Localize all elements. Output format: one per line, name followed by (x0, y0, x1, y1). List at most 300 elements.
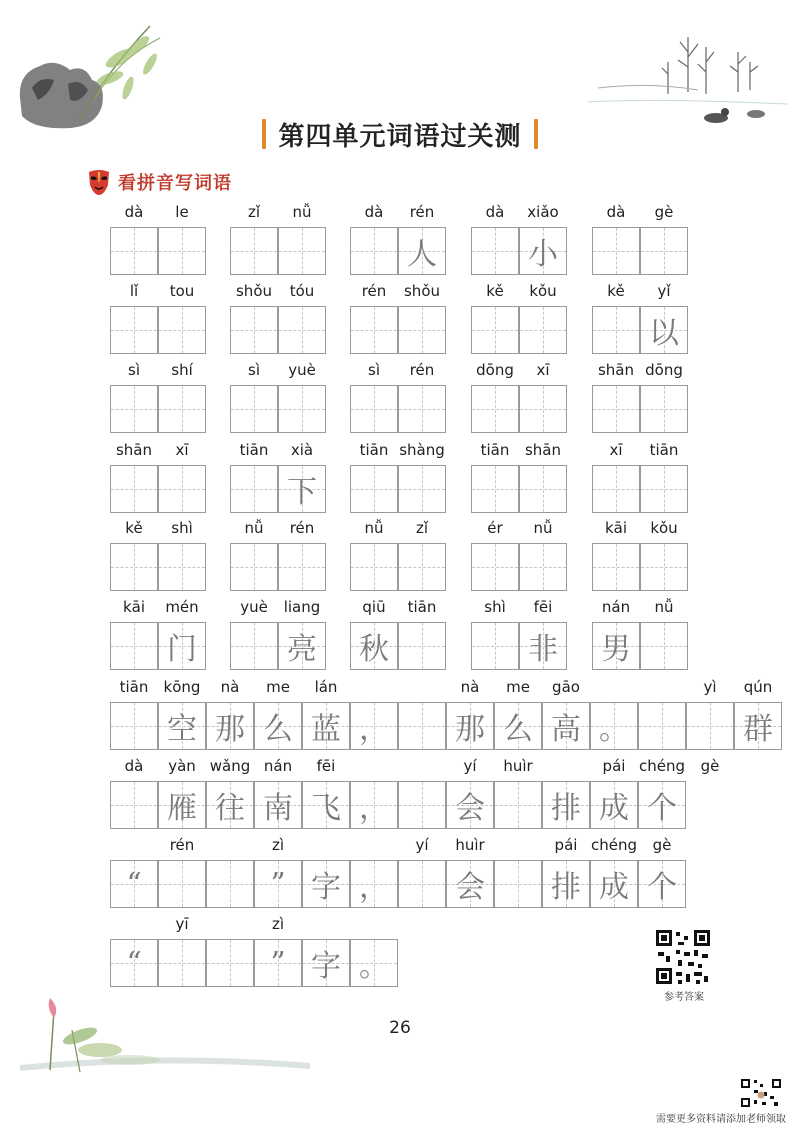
cell-character (111, 544, 157, 590)
cell-character: 成 (599, 791, 629, 826)
pinyin-label: fēi (316, 757, 336, 775)
pinyin-label: gè (652, 836, 672, 854)
footer-qr-code (740, 1078, 782, 1108)
tianzige-cell[interactable] (110, 385, 158, 433)
pinyin-label: huìr (455, 836, 485, 854)
cell-character (159, 466, 205, 512)
pinyin-label: tiān (407, 598, 437, 616)
tianzige-cell[interactable] (519, 543, 567, 591)
pinyin-label: chéng (590, 836, 638, 854)
cell-character: 。 (359, 949, 389, 984)
cell-character (641, 228, 687, 274)
pinyin-label: zǐ (415, 519, 429, 537)
cell-character: 男 (601, 632, 631, 667)
cell-character: 么 (503, 712, 533, 747)
cell-character (593, 466, 639, 512)
cell-character (231, 307, 277, 353)
cell-character (472, 386, 518, 432)
cell-character (495, 861, 541, 907)
tianzige-cell[interactable] (206, 702, 254, 750)
cell-character: 门 (167, 632, 197, 667)
cell-character: 空 (167, 712, 197, 747)
cell-character: 小 (528, 237, 558, 272)
cell-character (399, 703, 445, 749)
section-header (86, 166, 232, 198)
tianzige-cell[interactable] (494, 860, 542, 908)
pinyin-label: yì (703, 678, 717, 696)
cell-character: 那 (455, 712, 485, 747)
pinyin-label: gè (654, 203, 674, 221)
tianzige-cell[interactable] (519, 465, 567, 513)
tianzige-cell[interactable] (158, 781, 206, 829)
pinyin-label: nǚ (533, 519, 553, 537)
pinyin-label: lán (314, 678, 338, 696)
tianzige-cell[interactable] (254, 860, 302, 908)
cell-character (593, 307, 639, 353)
tianzige-cell[interactable] (158, 227, 206, 275)
pinyin-label: mén (165, 598, 199, 616)
cell-character (641, 623, 687, 669)
tianzige-cell[interactable] (302, 860, 350, 908)
cell-character: 字 (311, 870, 341, 905)
cell-character (472, 466, 518, 512)
pinyin-label: lǐ (129, 282, 139, 300)
pinyin-label: nán (601, 598, 631, 616)
cell-character (279, 307, 325, 353)
tianzige-cell[interactable] (542, 781, 590, 829)
cell-character: 会 (455, 791, 485, 826)
tianzige-cell[interactable] (542, 702, 590, 750)
cell-character (639, 703, 685, 749)
pinyin-label: shān (115, 441, 153, 459)
cell-character (159, 386, 205, 432)
cell-character: ” (270, 945, 286, 981)
tianzige-cell[interactable] (592, 543, 640, 591)
pinyin-label: rén (169, 836, 195, 854)
pinyin-label: nà (460, 678, 480, 696)
cell-character: 南 (263, 791, 293, 826)
cell-character: 蓝 (311, 712, 341, 747)
tianzige-cell[interactable] (471, 543, 519, 591)
pinyin-label: shàng (399, 441, 445, 459)
tianzige-cell[interactable] (350, 227, 398, 275)
pinyin-label: yuè (288, 361, 316, 379)
tianzige-cell[interactable] (471, 465, 519, 513)
pinyin-label: me (266, 678, 290, 696)
pinyin-label: dà (364, 203, 384, 221)
cell-character: 。 (599, 712, 629, 747)
tianzige-cell[interactable] (230, 385, 278, 433)
cell-character (111, 386, 157, 432)
cell-character (159, 307, 205, 353)
pinyin-label: nǚ (654, 598, 674, 616)
tianzige-cell[interactable] (592, 465, 640, 513)
tianzige-cell[interactable] (519, 227, 567, 275)
tianzige-cell[interactable] (230, 465, 278, 513)
cell-character: 字 (311, 949, 341, 984)
tianzige-cell[interactable] (350, 860, 398, 908)
tianzige-cell[interactable] (158, 622, 206, 670)
pinyin-label: fēi (533, 598, 553, 616)
cell-character (111, 782, 157, 828)
pinyin-label: xī (536, 361, 550, 379)
pinyin-label: yī (175, 915, 189, 933)
pinyin-label: shì (171, 519, 193, 537)
cell-character (399, 466, 445, 512)
tianzige-cell[interactable] (592, 306, 640, 354)
pinyin-label: tiān (119, 678, 149, 696)
pinyin-label: kě (125, 519, 143, 537)
tianzige-cell[interactable] (350, 543, 398, 591)
pinyin-label: rén (409, 361, 435, 379)
cell-character (472, 623, 518, 669)
cell-character (111, 466, 157, 512)
tianzige-cell[interactable] (638, 860, 686, 908)
pinyin-label: huìr (503, 757, 533, 775)
pinyin-label: dà (124, 203, 144, 221)
cell-character: 成 (599, 870, 629, 905)
pinyin-label: xiǎo (527, 203, 559, 221)
cell-character (159, 228, 205, 274)
pinyin-label: dà (485, 203, 505, 221)
tianzige-cell[interactable] (350, 622, 398, 670)
pinyin-label: dōng (645, 361, 683, 379)
pinyin-label: liang (283, 598, 321, 616)
cell-character: ， (359, 791, 389, 826)
pinyin-label: dà (606, 203, 626, 221)
pinyin-label: nà (220, 678, 240, 696)
cell-character: ， (359, 712, 389, 747)
tianzige-cell[interactable] (350, 702, 398, 750)
cell-character (279, 386, 325, 432)
tianzige-cell[interactable] (110, 543, 158, 591)
pinyin-label: nǚ (364, 519, 384, 537)
page-title: 第四单元词语过关测 (278, 121, 522, 152)
tianzige-cell[interactable] (350, 306, 398, 354)
title-bar-left (262, 119, 266, 149)
cell-character: ” (270, 866, 286, 902)
tianzige-cell[interactable] (302, 702, 350, 750)
cell-character (520, 386, 566, 432)
pinyin-label: kǒu (529, 282, 557, 300)
cell-character (495, 782, 541, 828)
tianzige-cell[interactable] (278, 306, 326, 354)
tianzige-cell[interactable] (158, 306, 206, 354)
cell-character (593, 386, 639, 432)
cell-character: 雁 (167, 791, 197, 826)
cell-character (111, 623, 157, 669)
tianzige-cell[interactable] (398, 860, 446, 908)
cell-character (279, 544, 325, 590)
pinyin-label: tiān (649, 441, 679, 459)
tianzige-cell[interactable] (110, 702, 158, 750)
cell-character (641, 544, 687, 590)
pinyin-label: tou (169, 282, 195, 300)
tianzige-cell[interactable] (158, 860, 206, 908)
pinyin-label: zǐ (247, 203, 261, 221)
cell-character (593, 228, 639, 274)
cell-character (231, 228, 277, 274)
tianzige-cell[interactable] (110, 465, 158, 513)
cell-character (159, 861, 205, 907)
tianzige-cell[interactable] (494, 702, 542, 750)
pinyin-label: shǒu (235, 282, 273, 300)
title-bar-right (534, 119, 538, 149)
qr-label: 参考答案 (664, 992, 704, 1003)
tianzige-cell[interactable] (158, 939, 206, 987)
tianzige-cell[interactable] (734, 702, 782, 750)
tianzige-cell[interactable] (398, 702, 446, 750)
cell-character (593, 544, 639, 590)
tianzige-cell[interactable] (471, 622, 519, 670)
pinyin-label: nǚ (292, 203, 312, 221)
pinyin-label: kě (607, 282, 625, 300)
cell-character (472, 544, 518, 590)
tianzige-cell[interactable] (278, 385, 326, 433)
cell-character (399, 307, 445, 353)
tianzige-cell[interactable] (398, 385, 446, 433)
cell-character: 飞 (311, 791, 341, 826)
cell-character (641, 466, 687, 512)
pinyin-label: nán (263, 757, 293, 775)
tianzige-cell[interactable] (398, 465, 446, 513)
tianzige-cell[interactable] (494, 781, 542, 829)
cell-character: “ (126, 866, 142, 902)
tianzige-cell[interactable] (350, 939, 398, 987)
cell-character (472, 228, 518, 274)
tianzige-cell[interactable] (110, 306, 158, 354)
cell-character (111, 228, 157, 274)
tianzige-cell[interactable] (206, 939, 254, 987)
cell-character: 亮 (287, 632, 317, 667)
pinyin-label: yí (463, 757, 477, 775)
tianzige-cell[interactable] (686, 702, 734, 750)
cell-character: 往 (215, 791, 245, 826)
tianzige-cell[interactable] (398, 622, 446, 670)
cell-character (520, 466, 566, 512)
pinyin-label: pái (554, 836, 578, 854)
pinyin-label: yuè (240, 598, 268, 616)
rock-willow-illustration (10, 18, 180, 138)
cell-character (399, 623, 445, 669)
tianzige-cell[interactable] (638, 781, 686, 829)
pinyin-label: yàn (168, 757, 196, 775)
tianzige-cell[interactable] (398, 306, 446, 354)
tianzige-cell[interactable] (640, 543, 688, 591)
cell-character: 群 (743, 712, 773, 747)
pinyin-label: wǎng (209, 757, 251, 775)
pinyin-label: zì (271, 836, 285, 854)
cell-character: 下 (287, 475, 317, 510)
tianzige-cell[interactable] (278, 543, 326, 591)
pinyin-label: yí (415, 836, 429, 854)
tianzige-cell[interactable] (110, 781, 158, 829)
pinyin-label: zì (271, 915, 285, 933)
cell-character (399, 861, 445, 907)
tianzige-cell[interactable] (519, 306, 567, 354)
tianzige-cell[interactable] (302, 781, 350, 829)
cell-character (231, 623, 277, 669)
cell-character: 那 (215, 712, 245, 747)
pinyin-label: kǒu (650, 519, 678, 537)
cell-character: 个 (647, 870, 677, 905)
pinyin-label: shì (484, 598, 506, 616)
pinyin-label: qiū (362, 598, 386, 616)
cell-character: 人 (407, 237, 437, 272)
cell-character: 排 (551, 791, 581, 826)
tianzige-cell[interactable] (590, 781, 638, 829)
pinyin-label: yǐ (657, 282, 671, 300)
tianzige-cell[interactable] (446, 781, 494, 829)
tianzige-cell[interactable] (254, 702, 302, 750)
footer-text: 需要更多资料请添加老师领取 (656, 1114, 786, 1125)
tianzige-cell[interactable] (158, 465, 206, 513)
opera-mask-icon (86, 168, 112, 196)
cell-character: 排 (551, 870, 581, 905)
cell-character: 么 (263, 712, 293, 747)
cell-character: 个 (647, 791, 677, 826)
cell-character (159, 544, 205, 590)
tianzige-cell[interactable] (110, 939, 158, 987)
pinyin-label: nǚ (244, 519, 264, 537)
tianzige-cell[interactable] (590, 702, 638, 750)
tianzige-cell[interactable] (230, 543, 278, 591)
pinyin-label: xī (175, 441, 189, 459)
tianzige-cell[interactable] (278, 227, 326, 275)
pinyin-label: kōng (163, 678, 201, 696)
tianzige-cell[interactable] (640, 622, 688, 670)
tianzige-cell[interactable] (592, 622, 640, 670)
pinyin-label: tiān (480, 441, 510, 459)
cell-character (351, 386, 397, 432)
tianzige-cell[interactable] (206, 781, 254, 829)
tianzige-cell[interactable] (398, 781, 446, 829)
tianzige-cell[interactable] (471, 306, 519, 354)
cell-character (231, 466, 277, 512)
pinyin-label: tiān (359, 441, 389, 459)
tianzige-cell[interactable] (206, 860, 254, 908)
tianzige-cell[interactable] (278, 622, 326, 670)
pinyin-label: sì (368, 361, 380, 379)
page-number: 26 (389, 1018, 411, 1038)
pinyin-label: rén (361, 282, 387, 300)
pinyin-label: shí (171, 361, 193, 379)
cell-character (231, 544, 277, 590)
tianzige-cell[interactable] (110, 860, 158, 908)
tianzige-cell[interactable] (398, 543, 446, 591)
pinyin-label: gāo (552, 678, 580, 696)
tianzige-cell[interactable] (542, 860, 590, 908)
tianzige-cell[interactable] (254, 939, 302, 987)
pinyin-label: dà (124, 757, 144, 775)
cell-character: ， (359, 870, 389, 905)
page-title-block (240, 112, 560, 156)
tianzige-cell[interactable] (158, 543, 206, 591)
pinyin-label: pái (602, 757, 626, 775)
pinyin-label: kě (486, 282, 504, 300)
cell-character (159, 940, 205, 986)
tianzige-cell[interactable] (592, 227, 640, 275)
cell-character (399, 386, 445, 432)
tianzige-cell[interactable] (640, 306, 688, 354)
cell-character: 以 (649, 316, 679, 351)
tianzige-cell[interactable] (640, 385, 688, 433)
tianzige-cell[interactable] (230, 622, 278, 670)
pinyin-label: xī (609, 441, 623, 459)
cell-character (111, 307, 157, 353)
tianzige-cell[interactable] (158, 702, 206, 750)
cell-character: 高 (551, 712, 581, 747)
lotus-illustration (20, 990, 310, 1090)
tianzige-cell[interactable] (110, 622, 158, 670)
answer-qr-code (654, 928, 712, 986)
pinyin-label: tóu (289, 282, 315, 300)
cell-character: 秋 (359, 632, 389, 667)
tianzige-cell[interactable] (519, 622, 567, 670)
pinyin-label: chéng (638, 757, 686, 775)
tianzige-cell[interactable] (640, 227, 688, 275)
pinyin-label: le (175, 203, 189, 221)
pinyin-label: sì (248, 361, 260, 379)
pinyin-label: dōng (476, 361, 514, 379)
tianzige-cell[interactable] (158, 385, 206, 433)
tianzige-cell[interactable] (110, 227, 158, 275)
pinyin-label: xià (290, 441, 314, 459)
tianzige-cell[interactable] (230, 227, 278, 275)
tianzige-cell[interactable] (471, 385, 519, 433)
cell-character (520, 544, 566, 590)
tianzige-cell[interactable] (254, 781, 302, 829)
pinyin-label: shān (597, 361, 635, 379)
cell-character (279, 228, 325, 274)
cell-character (351, 228, 397, 274)
tianzige-cell[interactable] (350, 781, 398, 829)
pinyin-label: sì (128, 361, 140, 379)
cell-character (641, 386, 687, 432)
cell-character: 非 (528, 632, 558, 667)
tianzige-cell[interactable] (230, 306, 278, 354)
tianzige-cell[interactable] (446, 702, 494, 750)
tianzige-cell[interactable] (278, 465, 326, 513)
tianzige-cell[interactable] (302, 939, 350, 987)
cell-character (351, 307, 397, 353)
pinyin-label: me (506, 678, 530, 696)
tianzige-cell[interactable] (471, 227, 519, 275)
cell-character: “ (126, 945, 142, 981)
cell-character (472, 307, 518, 353)
cell-character (111, 703, 157, 749)
cell-character (231, 386, 277, 432)
tianzige-cell[interactable] (638, 702, 686, 750)
tianzige-cell[interactable] (446, 860, 494, 908)
pinyin-label: tiān (239, 441, 269, 459)
cell-character (399, 782, 445, 828)
pinyin-label: shǒu (403, 282, 441, 300)
tianzige-cell[interactable] (592, 385, 640, 433)
section-label: 看拼音写词语 (118, 173, 232, 194)
pinyin-label: gè (700, 757, 720, 775)
tianzige-cell[interactable] (398, 227, 446, 275)
pinyin-label: kāi (122, 598, 146, 616)
tianzige-cell[interactable] (590, 860, 638, 908)
tianzige-cell[interactable] (350, 465, 398, 513)
pinyin-label: rén (409, 203, 435, 221)
tianzige-cell[interactable] (640, 465, 688, 513)
pinyin-label: shān (524, 441, 562, 459)
tianzige-cell[interactable] (350, 385, 398, 433)
tianzige-cell[interactable] (519, 385, 567, 433)
cell-character (207, 861, 253, 907)
